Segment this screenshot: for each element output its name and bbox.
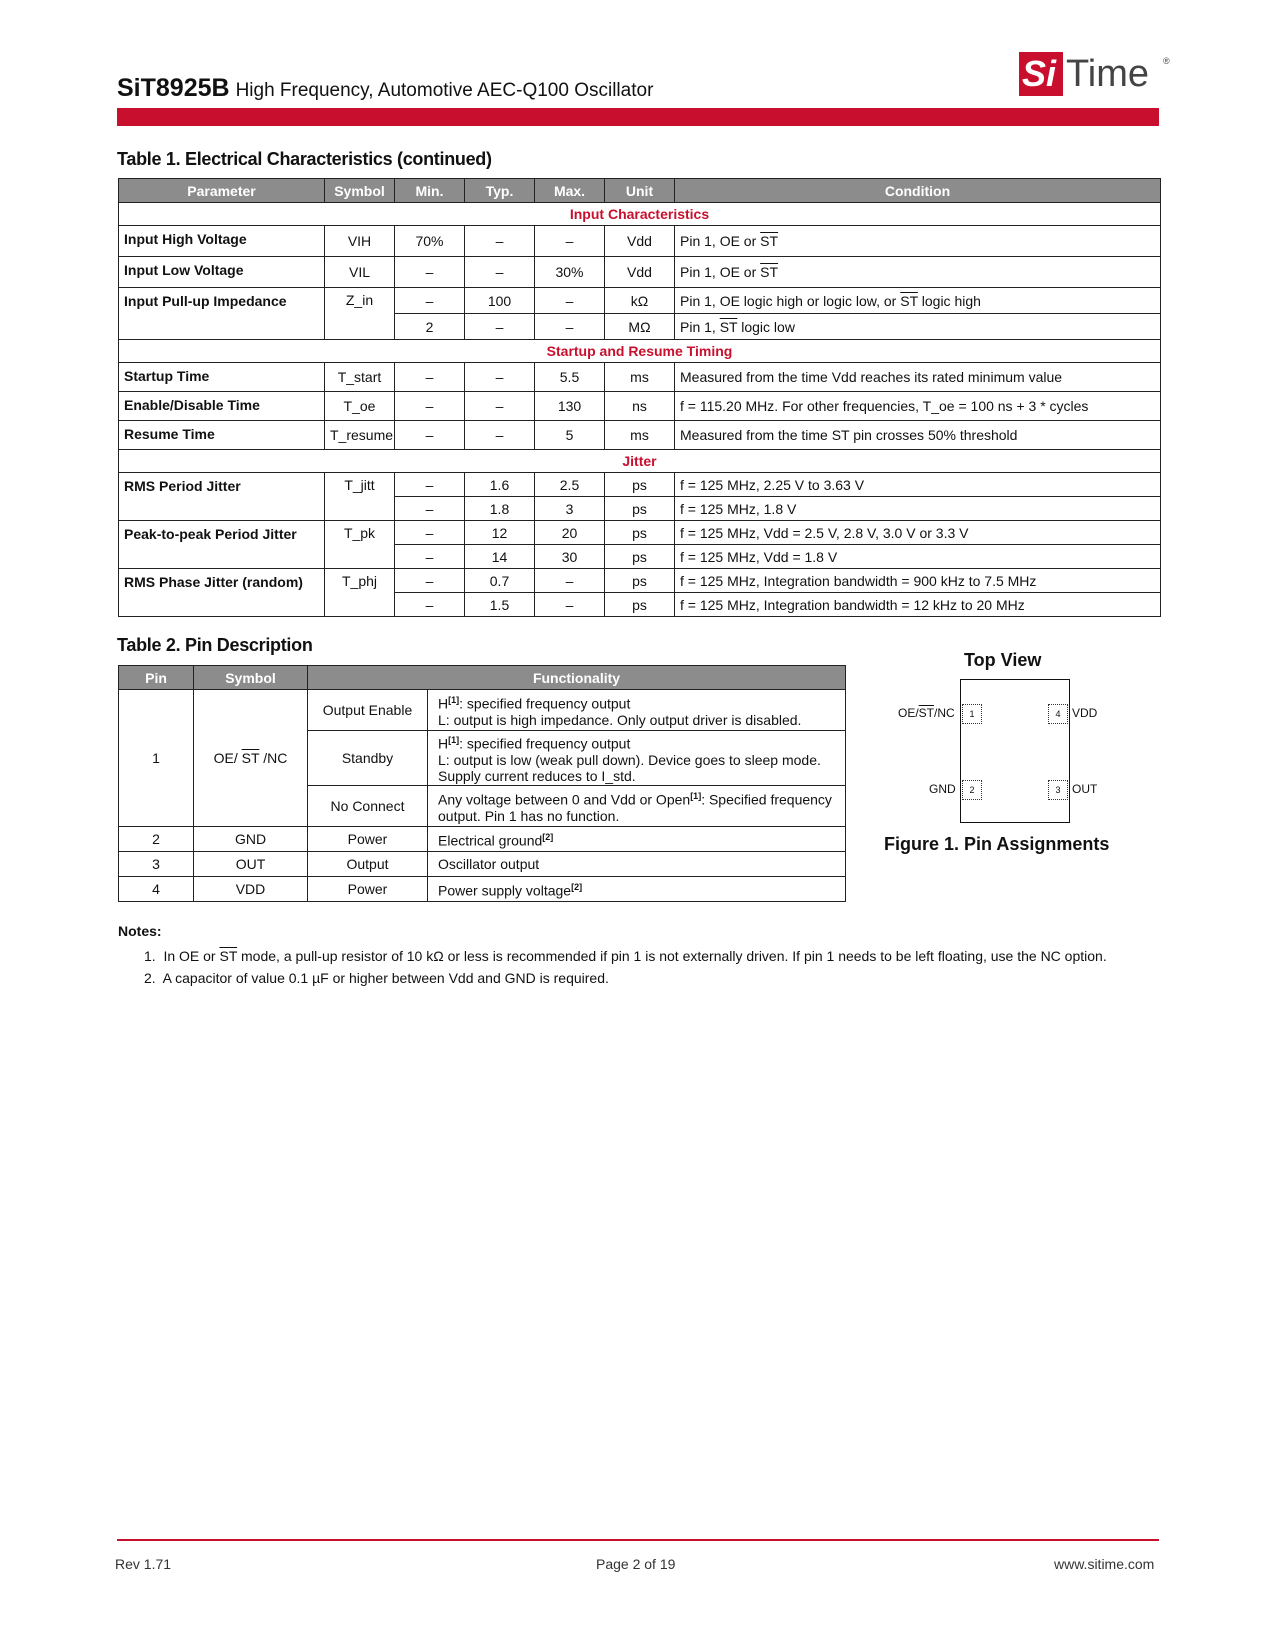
function-text: L: output is low (weak pull down). Device goes to sleep mode. Supply current reduces to I_std. (438, 751, 821, 784)
unit-cell: ps (605, 521, 675, 545)
unit-cell: ps (605, 569, 675, 593)
header-max: Max. (535, 179, 605, 203)
pin-4-box: 4 (1048, 704, 1068, 724)
header-symbol: Symbol (194, 666, 308, 690)
max-cell: 2.5 (535, 473, 605, 497)
pin-cell: 1 (119, 690, 194, 827)
condition-cell (675, 226, 1161, 257)
unit-cell: kΩ (605, 288, 675, 314)
footnote-ref: [1] (448, 695, 460, 706)
max-cell: – (535, 314, 605, 340)
pin-1-label (898, 706, 955, 720)
note-2: 2. A capacitor of value 0.1 µF or higher between Vdd and GND is required. (144, 970, 609, 986)
pin-3-label: OUT (1072, 782, 1098, 796)
pin-cell: 2 (119, 827, 194, 852)
note-text: 1. In OE or (144, 948, 220, 964)
table1-caption: Table 1. Electrical Characteristics (continued) (117, 149, 492, 169)
overline-text: $\overline{ST}$ (918, 706, 935, 720)
overline-text: $\overline{ST}$ (760, 233, 779, 249)
mode-cell: Output (308, 852, 428, 877)
overline-text: $\overline{ST}$ (760, 264, 779, 280)
unit-cell: ps (605, 497, 675, 521)
min-cell: – (395, 593, 465, 617)
unit-cell: ns (605, 392, 675, 421)
param-cell: Input Low Voltage (119, 257, 325, 288)
unit-cell: ps (605, 593, 675, 617)
max-cell: – (535, 593, 605, 617)
footer-revision: Rev 1.71 (115, 1556, 172, 1572)
function-text: H (438, 695, 449, 712)
notes-title: Notes: (118, 923, 162, 939)
unit-cell: Vdd (605, 226, 675, 257)
function-text: Any voltage between 0 and Vdd or Open (438, 791, 691, 808)
typ-cell: – (465, 226, 535, 257)
param-cell: Peak-to-peak Period Jitter (119, 521, 325, 569)
max-cell: 30 (535, 545, 605, 569)
header-symbol: Symbol (325, 179, 395, 203)
condition-text: logic low (741, 318, 795, 335)
function-text: : specified frequency output (459, 695, 631, 712)
table-row (119, 226, 1161, 257)
function-text: : specified frequency output (459, 735, 631, 752)
document-title (117, 74, 653, 103)
function-text: Power supply voltage (438, 882, 572, 899)
typ-cell: – (465, 392, 535, 421)
param-cell: Startup Time (119, 363, 325, 392)
pin-2-box: 2 (962, 780, 982, 800)
symbol-cell: T_resume (325, 421, 395, 450)
pin-1-box: 1 (962, 704, 982, 724)
footer-website-link[interactable]: www.sitime.com (1054, 1556, 1155, 1572)
max-cell: 5.5 (535, 363, 605, 392)
footnote-ref: [2] (571, 882, 583, 893)
function-cell (428, 877, 846, 902)
overline-text: $\overline{ST}$ (900, 292, 918, 309)
unit-cell: ps (605, 473, 675, 497)
param-cell: Resume Time (119, 421, 325, 450)
section-startup-resume-timing: Startup and Resume Timing (119, 340, 1161, 363)
condition-cell: Measured from the time ST pin crosses 50% threshold (675, 421, 1161, 450)
header-unit: Unit (605, 179, 675, 203)
pin-cell: 3 (119, 852, 194, 877)
logo-time-text: Time (1066, 53, 1150, 95)
overline-text: $\overline{ST}$ (219, 948, 238, 964)
function-text: L: output is high impedance. Only output driver is disabled. (438, 711, 802, 728)
typ-cell: 1.5 (465, 593, 535, 617)
section-input-characteristics: Input Characteristics (119, 203, 1161, 226)
symbol-cell: VIL (325, 257, 395, 288)
min-cell: – (395, 392, 465, 421)
condition-cell: f = 125 MHz, Vdd = 1.8 V (675, 545, 1161, 569)
function-cell (428, 852, 846, 877)
condition-text: Pin 1, OE logic high or logic low, or (680, 292, 897, 309)
overline-text: $\overline{ST}$ (241, 750, 260, 766)
footnote-ref: [1] (690, 791, 702, 802)
condition-cell: f = 125 MHz, Integration bandwidth = 900 kHz to 7.5 MHz (675, 569, 1161, 593)
table-row (119, 392, 1161, 421)
top-view-label: Top View (964, 650, 1042, 670)
unit-cell: ms (605, 363, 675, 392)
table-row (119, 569, 1161, 593)
pin-3-box: 3 (1048, 780, 1068, 800)
min-cell: – (395, 257, 465, 288)
symbol-cell: T_pk (325, 521, 395, 569)
min-cell: – (395, 521, 465, 545)
max-cell: 5 (535, 421, 605, 450)
condition-cell: f = 115.20 MHz. For other frequencies, T_oe = 100 ns + 3 * cycles (675, 392, 1161, 421)
typ-cell: – (465, 257, 535, 288)
header-min: Min. (395, 179, 465, 203)
min-cell: – (395, 497, 465, 521)
note-text: mode, a pull-up resistor of 10 kΩ or less is recommended if pin 1 is not externally driven. If pin 1 needs to be left floating, use the NC option. (237, 948, 1107, 964)
figure-caption: Figure 1. Pin Assignments (884, 834, 1110, 854)
function-cell (428, 731, 846, 786)
table-header-row (119, 179, 1161, 203)
typ-cell: 14 (465, 545, 535, 569)
max-cell: – (535, 226, 605, 257)
condition-cell (675, 288, 1161, 314)
mode-cell: Standby (308, 731, 428, 786)
function-cell (428, 690, 846, 731)
mode-cell: Power (308, 877, 428, 902)
symbol-cell: T_jitt (325, 473, 395, 521)
max-cell: 3 (535, 497, 605, 521)
min-cell: – (395, 288, 465, 314)
symbol-cell: Z_in (325, 288, 395, 340)
min-cell: – (395, 473, 465, 497)
mode-cell: Power (308, 827, 428, 852)
unit-cell: ms (605, 421, 675, 450)
condition-text: Pin 1, (680, 318, 716, 335)
table-row (119, 690, 846, 731)
symbol-cell: T_start (325, 363, 395, 392)
table-row (119, 257, 1161, 288)
function-text: : Specified frequency output. Pin 1 has no function. (438, 791, 832, 824)
typ-cell: – (465, 421, 535, 450)
max-cell: – (535, 288, 605, 314)
header-condition: Condition (675, 179, 1161, 203)
table-row (119, 827, 846, 852)
typ-cell: 0.7 (465, 569, 535, 593)
table-row (119, 421, 1161, 450)
pin-cell: 4 (119, 877, 194, 902)
symbol-cell: VIH (325, 226, 395, 257)
pin-4-label: VDD (1072, 706, 1098, 720)
header-parameter: Parameter (119, 179, 325, 203)
pin-2-label: GND (929, 782, 956, 796)
typ-cell: 1.6 (465, 473, 535, 497)
table-row (119, 473, 1161, 497)
param-cell: RMS Phase Jitter (random) (119, 569, 325, 617)
max-cell: 130 (535, 392, 605, 421)
note-1 (144, 948, 1107, 964)
electrical-characteristics-table (118, 178, 1161, 617)
symbol-cell: T_phj (325, 569, 395, 617)
function-text: Oscillator output (438, 856, 540, 872)
function-text: Electrical ground (438, 832, 543, 849)
max-cell: 30% (535, 257, 605, 288)
overline-text: $\overline{ST}$ (719, 318, 738, 335)
pin-label-text: OE/ (898, 706, 919, 720)
condition-cell: f = 125 MHz, Vdd = 2.5 V, 2.8 V, 3.0 V or 3.3 V (675, 521, 1161, 545)
header-red-bar (117, 108, 1159, 126)
part-description: High Frequency, Automotive AEC-Q100 Oscillator (235, 80, 654, 101)
symbol-cell: OUT (194, 852, 308, 877)
unit-cell: ps (605, 545, 675, 569)
param-cell: Input High Voltage (119, 226, 325, 257)
table-row (119, 521, 1161, 545)
typ-cell: – (465, 363, 535, 392)
symbol-cell: T_oe (325, 392, 395, 421)
symbol-cell: GND (194, 827, 308, 852)
condition-text: Pin 1, OE or (680, 233, 757, 249)
typ-cell: 1.8 (465, 497, 535, 521)
logo-registered-mark: ® (1163, 56, 1170, 66)
function-text: H (438, 735, 449, 752)
section-jitter: Jitter (119, 450, 1161, 473)
mode-cell: No Connect (308, 786, 428, 827)
footnote-ref: [1] (448, 735, 460, 746)
pin-description-table (118, 665, 846, 902)
typ-cell: – (465, 314, 535, 340)
header-pin: Pin (119, 666, 194, 690)
min-cell: – (395, 421, 465, 450)
max-cell: 20 (535, 521, 605, 545)
table-header-row (119, 666, 846, 690)
typ-cell: 12 (465, 521, 535, 545)
min-cell: – (395, 569, 465, 593)
symbol-cell (194, 690, 308, 827)
footnote-ref: [2] (542, 832, 554, 843)
header-functionality: Functionality (308, 666, 846, 690)
footer-line (117, 1539, 1159, 1541)
header-typ: Typ. (465, 179, 535, 203)
unit-cell: MΩ (605, 314, 675, 340)
typ-cell: 100 (465, 288, 535, 314)
function-cell (428, 827, 846, 852)
param-cell: RMS Period Jitter (119, 473, 325, 521)
param-cell: Input Pull-up Impedance (119, 288, 325, 340)
min-cell: 70% (395, 226, 465, 257)
table2-caption: Table 2. Pin Description (117, 635, 313, 655)
mode-cell: Output Enable (308, 690, 428, 731)
symbol-text: /NC (263, 750, 288, 766)
condition-cell: f = 125 MHz, 1.8 V (675, 497, 1161, 521)
symbol-cell: VDD (194, 877, 308, 902)
table-row (119, 363, 1161, 392)
param-cell: Enable/Disable Time (119, 392, 325, 421)
min-cell: – (395, 363, 465, 392)
function-cell (428, 786, 846, 827)
table-row (119, 852, 846, 877)
min-cell: 2 (395, 314, 465, 340)
symbol-text: OE/ (213, 750, 238, 766)
table-row (119, 288, 1161, 314)
condition-cell: f = 125 MHz, Integration bandwidth = 12 kHz to 20 MHz (675, 593, 1161, 617)
condition-cell (675, 314, 1161, 340)
condition-cell: f = 125 MHz, 2.25 V to 3.63 V (675, 473, 1161, 497)
unit-cell: Vdd (605, 257, 675, 288)
condition-text: Pin 1, OE or (680, 264, 757, 280)
condition-cell: Measured from the time Vdd reaches its rated minimum value (675, 363, 1161, 392)
footer-page-number: Page 2 of 19 (596, 1556, 676, 1572)
pin-label-text: /NC (934, 706, 955, 720)
part-number: SiT8925B (117, 74, 230, 102)
min-cell: – (395, 545, 465, 569)
logo-si-text: Si (1022, 53, 1057, 94)
condition-text: logic high (921, 292, 981, 309)
condition-cell (675, 257, 1161, 288)
chip-package-outline (960, 679, 1070, 823)
table-row (119, 877, 846, 902)
max-cell: – (535, 569, 605, 593)
